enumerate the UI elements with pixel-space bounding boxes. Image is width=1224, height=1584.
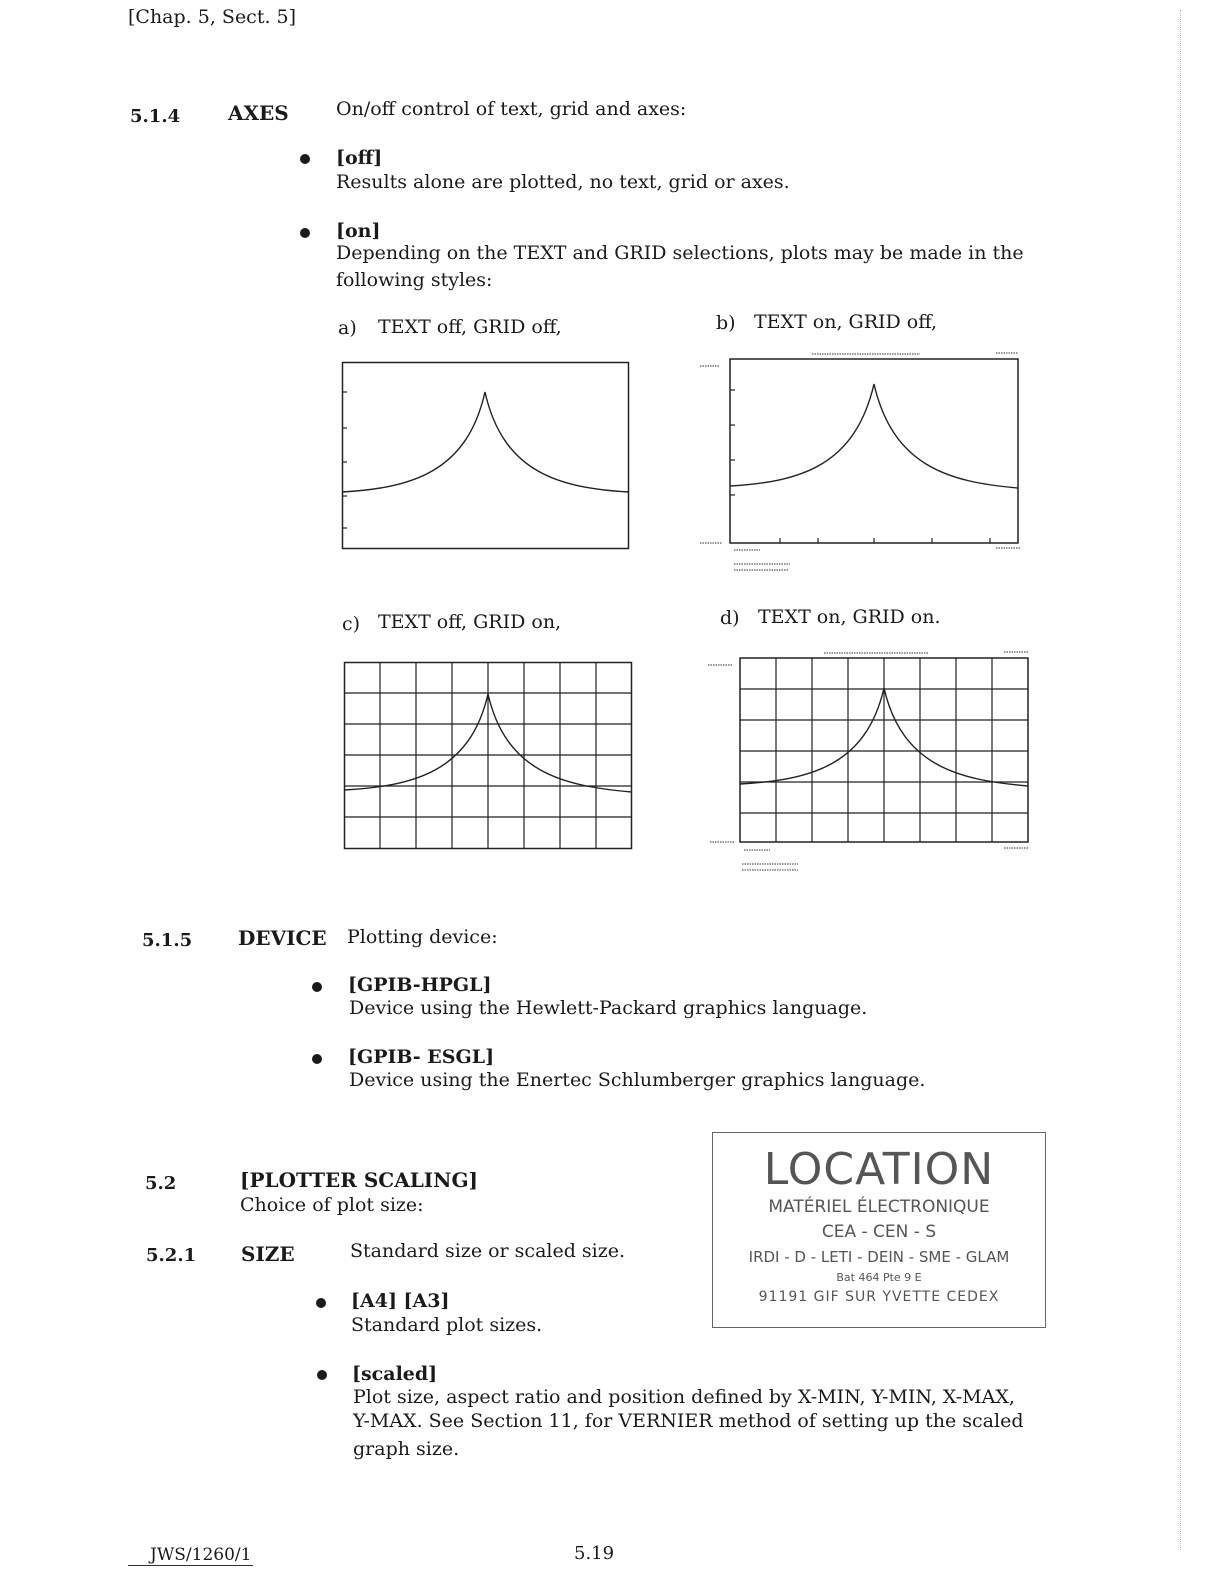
device-hpgl-desc: Device using the Hewlett-Packard graphics language. — [349, 997, 868, 1019]
plot-c-text-off-grid-on — [344, 662, 636, 852]
plot-curve — [730, 384, 1018, 488]
option-on-desc-line2: following styles: — [336, 269, 493, 291]
document-id: JWS/1260/1 — [128, 1545, 253, 1566]
bullet-icon — [312, 1054, 322, 1064]
plot-curve — [342, 392, 629, 492]
margin-rule — [1180, 10, 1182, 1550]
device-esgl-label: [GPIB- ESGL] — [348, 1046, 495, 1068]
section-keyword-axes: AXES — [228, 101, 289, 125]
section-keyword-size: SIZE — [241, 1242, 295, 1266]
style-c-caption: TEXT off, GRID on, — [378, 611, 562, 633]
plot-a-text-off-grid-off — [342, 362, 630, 552]
size-scaled-desc-line1: Plot size, aspect ratio and position defined by X-MIN, Y-MIN, X-MAX, — [353, 1386, 1015, 1408]
page-number: 5.19 — [574, 1543, 615, 1564]
plot-grid — [344, 662, 632, 849]
device-esgl-desc: Device using the Enertec Schlumberger graphics language. — [349, 1069, 926, 1091]
bullet-icon — [312, 982, 322, 992]
size-scaled-desc-line3: graph size. — [353, 1438, 460, 1460]
bullet-icon — [300, 228, 310, 238]
bullet-icon — [317, 1370, 327, 1380]
section-number-5-1-5: 5.1.5 — [142, 930, 193, 951]
size-standard-label: [A4] [A3] — [351, 1290, 450, 1312]
text-scribbles — [700, 353, 1020, 570]
bullet-icon — [300, 154, 310, 164]
option-off-label: [off] — [336, 147, 383, 169]
device-hpgl-label: [GPIB-HPGL] — [348, 974, 492, 996]
size-standard-desc: Standard plot sizes. — [351, 1314, 543, 1336]
section-title-plotter-scaling: [PLOTTER SCALING] — [240, 1168, 478, 1192]
stamp-line3: IRDI - D - LETI - DEIN - SME - GLAM — [748, 1248, 1010, 1266]
size-scaled-label: [scaled] — [352, 1363, 438, 1385]
section-number-5-2: 5.2 — [145, 1173, 177, 1194]
plot-d-text-on-grid-on — [706, 648, 1036, 880]
section-keyword-device: DEVICE — [238, 926, 327, 950]
style-a-caption: TEXT off, GRID off, — [378, 316, 562, 338]
stamp-title: LOCATION — [763, 1144, 995, 1195]
stamp-line5: 91191 GIF SUR YVETTE CEDEX — [758, 1289, 1000, 1305]
option-on-label: [on] — [336, 220, 381, 242]
stamp-line2: CEA - CEN - S — [821, 1222, 937, 1242]
location-stamp — [712, 1132, 1046, 1328]
plot-grid — [740, 658, 1028, 842]
style-d-caption: TEXT on, GRID on. — [758, 606, 941, 628]
text-scribbles — [708, 652, 1028, 870]
style-a-letter: a) — [338, 317, 357, 339]
option-off-desc: Results alone are plotted, no text, grid or axes. — [336, 171, 790, 193]
style-c-letter: c) — [342, 613, 361, 635]
section-number-5-2-1: 5.2.1 — [146, 1245, 197, 1266]
style-b-letter: b) — [716, 312, 736, 334]
section-number-5-1-4: 5.1.4 — [130, 106, 181, 127]
style-b-caption: TEXT on, GRID off, — [754, 311, 938, 333]
option-on-desc-line1: Depending on the TEXT and GRID selections, plots may be made in the — [336, 242, 1024, 264]
stamp-line1: MATÉRIEL ÉLECTRONIQUE — [768, 1197, 990, 1217]
bullet-icon — [316, 1298, 326, 1308]
chapter-reference: [Chap. 5, Sect. 5] — [128, 6, 297, 28]
style-d-letter: d) — [720, 607, 740, 629]
size-intro: Standard size or scaled size. — [350, 1240, 626, 1262]
stamp-line4: Bat 464 Pte 9 E — [836, 1271, 922, 1284]
axes-intro: On/off control of text, grid and axes: — [336, 98, 687, 120]
plot-frame — [343, 363, 629, 549]
plot-b-text-on-grid-off — [700, 350, 1030, 580]
plotter-scaling-desc: Choice of plot size: — [240, 1194, 424, 1216]
device-intro: Plotting device: — [347, 926, 498, 948]
size-scaled-desc-line2: Y-MAX. See Section 11, for VERNIER method of setting up the scaled — [353, 1410, 1024, 1432]
